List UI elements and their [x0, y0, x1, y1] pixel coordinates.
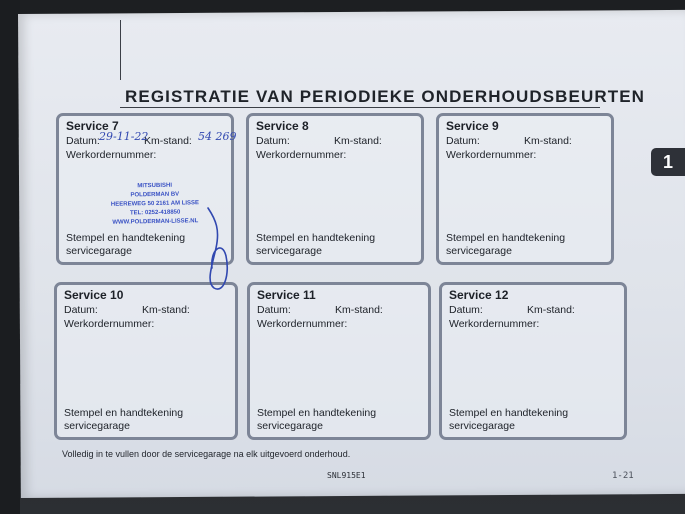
service-card-8: [246, 113, 424, 265]
binding-line: [120, 20, 121, 80]
stamp-line: HEEREWEG 50 2161 AM LISSE: [110, 200, 200, 208]
stamp-label-line2: servicegarage: [66, 245, 132, 257]
service-title: Service 8: [256, 119, 309, 133]
signature-scribble: [190, 190, 250, 300]
km-label: Km-stand:: [524, 135, 572, 147]
stamp-label-line1: Stempel en handtekening: [66, 232, 186, 244]
werkorder-label: Werkordernummer:: [257, 318, 348, 330]
service-title: Service 12: [449, 288, 509, 302]
service-title: Service 11: [257, 288, 316, 302]
footnote: Volledig in te vullen door de servicegarage na elk uitgevoerd onderhoud.: [62, 449, 351, 459]
service-title: Service 10: [64, 288, 124, 302]
km-label: Km-stand:: [527, 304, 575, 316]
stamp-line: MITSUBISHI: [137, 182, 173, 190]
handwritten-km: 54 269: [198, 130, 237, 143]
service-card-12: [439, 282, 627, 440]
stamp-line: WWW.POLDERMAN-LISSE.NL: [112, 218, 199, 226]
km-label: Km-stand:: [144, 135, 192, 147]
stamp-label-line1: Stempel en handtekening: [64, 407, 184, 419]
page-number: 1-21: [612, 471, 634, 481]
chapter-tab: 1: [651, 148, 685, 176]
stamp-label-line2: servicegarage: [256, 245, 322, 257]
service-title: Service 9: [446, 119, 499, 133]
werkorder-label: Werkordernummer:: [256, 149, 347, 161]
page-title: REGISTRATIE VAN PERIODIEKE ONDERHOUDSBEURTEN: [125, 87, 646, 106]
service-card-11: [247, 282, 431, 440]
stamp-label-line2: servicegarage: [64, 420, 130, 432]
stamp-label-line1: Stempel en handtekening: [449, 407, 569, 419]
service-card-9: [436, 113, 614, 265]
stamp-label-line2: servicegarage: [446, 245, 512, 257]
stamp-label-line2: servicegarage: [257, 420, 323, 432]
stamp-line: POLDERMAN BV: [130, 191, 180, 199]
stamp-label-line1: Stempel en handtekening: [446, 232, 566, 244]
datum-label: Datum:: [256, 135, 290, 147]
stamp-label-line1: Stempel en handtekening: [257, 407, 377, 419]
service-card-10: [54, 282, 238, 440]
service-title: Service 7: [66, 119, 119, 133]
km-label: Km-stand:: [335, 304, 383, 316]
datum-label: Datum:: [449, 304, 483, 316]
datum-label: Datum:: [64, 304, 98, 316]
werkorder-label: Werkordernummer:: [446, 149, 537, 161]
werkorder-label: Werkordernummer:: [449, 318, 540, 330]
title-rule: [120, 107, 600, 108]
stamp-line: TEL: 0252-418850: [129, 209, 181, 217]
werkorder-label: Werkordernummer:: [66, 149, 157, 161]
handwritten-date: 29-11-22: [99, 130, 149, 143]
datum-label: Datum:: [446, 135, 480, 147]
werkorder-label: Werkordernummer:: [64, 318, 155, 330]
datum-label: Datum:: [257, 304, 291, 316]
stamp-label-line1: Stempel en handtekening: [256, 232, 376, 244]
page-left-edge: [0, 0, 20, 514]
stamp-label-line2: servicegarage: [449, 420, 515, 432]
km-label: Km-stand:: [142, 304, 190, 316]
km-label: Km-stand:: [334, 135, 382, 147]
document-code: SNL915E1: [327, 471, 366, 480]
datum-label: Datum:: [66, 135, 100, 147]
